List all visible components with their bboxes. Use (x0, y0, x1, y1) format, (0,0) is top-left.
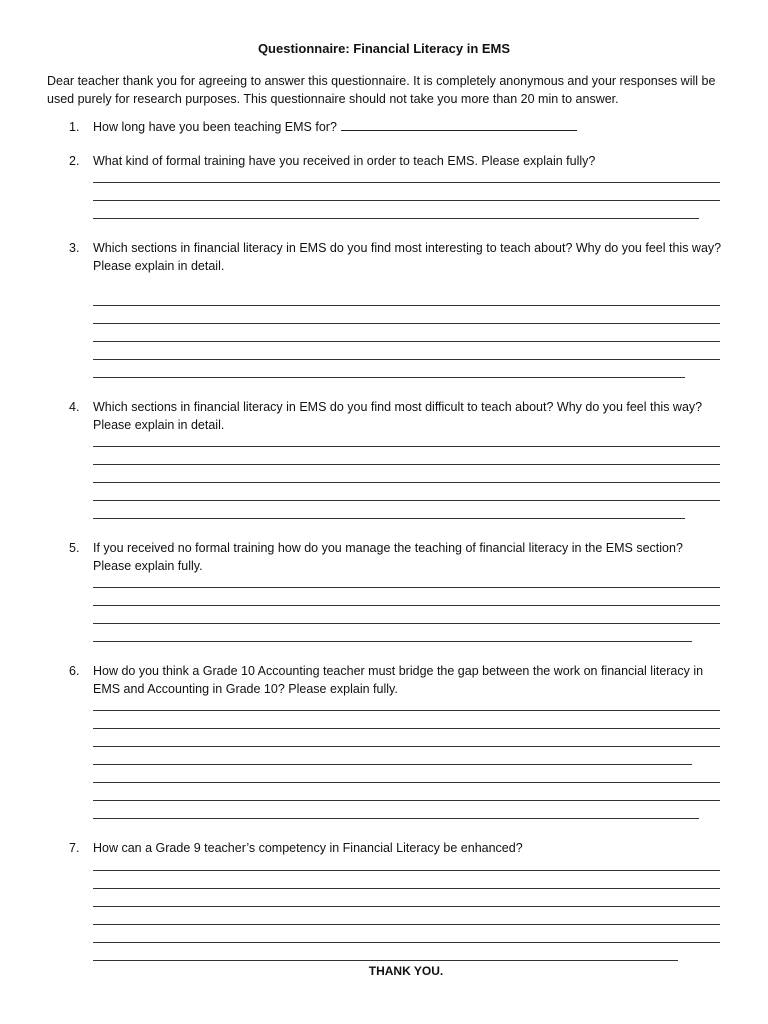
answer-line[interactable] (93, 924, 720, 925)
answer-line[interactable] (93, 200, 720, 201)
question-5 (69, 539, 729, 575)
answer-line[interactable] (93, 870, 720, 871)
intro-paragraph: Dear teacher thank you for agreeing to answer this questionnaire. It is completely anonymous and your responses will be used purely for research purposes. This questionnaire should not take you more than 20 min to answer. (47, 74, 716, 106)
question-2 (69, 152, 729, 170)
answer-line[interactable] (93, 782, 720, 783)
question-number: 7. (69, 841, 80, 855)
answer-line[interactable] (93, 623, 720, 624)
answer-line[interactable] (93, 746, 720, 747)
answer-blank-inline[interactable] (341, 118, 577, 131)
answer-line[interactable] (93, 500, 720, 501)
question-text: What kind of formal training have you received in order to teach EMS. Please explain fully? (93, 154, 596, 168)
answer-line[interactable] (93, 341, 720, 342)
question-3 (69, 239, 729, 275)
answer-line[interactable] (93, 518, 685, 519)
question-text: How can a Grade 9 teacher’s competency in Financial Literacy be enhanced? (93, 841, 523, 855)
answer-line[interactable] (93, 377, 685, 378)
answer-line[interactable] (93, 906, 720, 907)
question-number: 4. (69, 400, 80, 414)
question-number: 1. (69, 120, 80, 134)
document-title: Questionnaire: Financial Literacy in EMS (257, 41, 511, 56)
answer-line[interactable] (93, 587, 720, 588)
answer-line[interactable] (93, 710, 720, 711)
answer-line[interactable] (93, 323, 720, 324)
answer-line[interactable] (93, 446, 720, 447)
answer-line[interactable] (93, 888, 720, 889)
answer-line[interactable] (93, 764, 692, 765)
question-text: Which sections in financial literacy in EMS do you find most difficult to teach about? Why do you feel this way? Please explain in detail. (93, 400, 703, 432)
question-text: If you received no formal training how do you manage the teaching of financial literacy in the EMS section? Please explain fully. (93, 541, 683, 573)
answer-line[interactable] (93, 464, 720, 465)
question-number: 6. (69, 664, 80, 678)
answer-line[interactable] (93, 305, 720, 306)
closing-text: THANK YOU. (368, 964, 444, 978)
question-4 (69, 398, 729, 434)
answer-line[interactable] (93, 605, 720, 606)
question-number: 3. (69, 241, 80, 255)
question-text: How long have you been teaching EMS for? (93, 120, 337, 134)
answer-line[interactable] (93, 182, 720, 183)
question-1 (69, 118, 729, 136)
answer-line[interactable] (93, 218, 699, 219)
question-6 (69, 662, 729, 698)
question-number: 5. (69, 541, 80, 555)
answer-line[interactable] (93, 800, 720, 801)
answer-line[interactable] (93, 359, 720, 360)
question-7 (69, 839, 729, 857)
answer-line[interactable] (93, 641, 692, 642)
answer-line[interactable] (93, 482, 720, 483)
question-text: Which sections in financial literacy in EMS do you find most interesting to teach about? Why do you feel this way? Please explain in detail. (93, 241, 722, 273)
question-text: How do you think a Grade 10 Accounting teacher must bridge the gap between the work on financial literacy in EMS and Accounting in Grade 10? Please explain fully. (93, 664, 704, 696)
answer-line[interactable] (93, 960, 678, 961)
answer-line[interactable] (93, 818, 699, 819)
answer-line[interactable] (93, 942, 720, 943)
answer-line[interactable] (93, 728, 720, 729)
question-number: 2. (69, 154, 80, 168)
